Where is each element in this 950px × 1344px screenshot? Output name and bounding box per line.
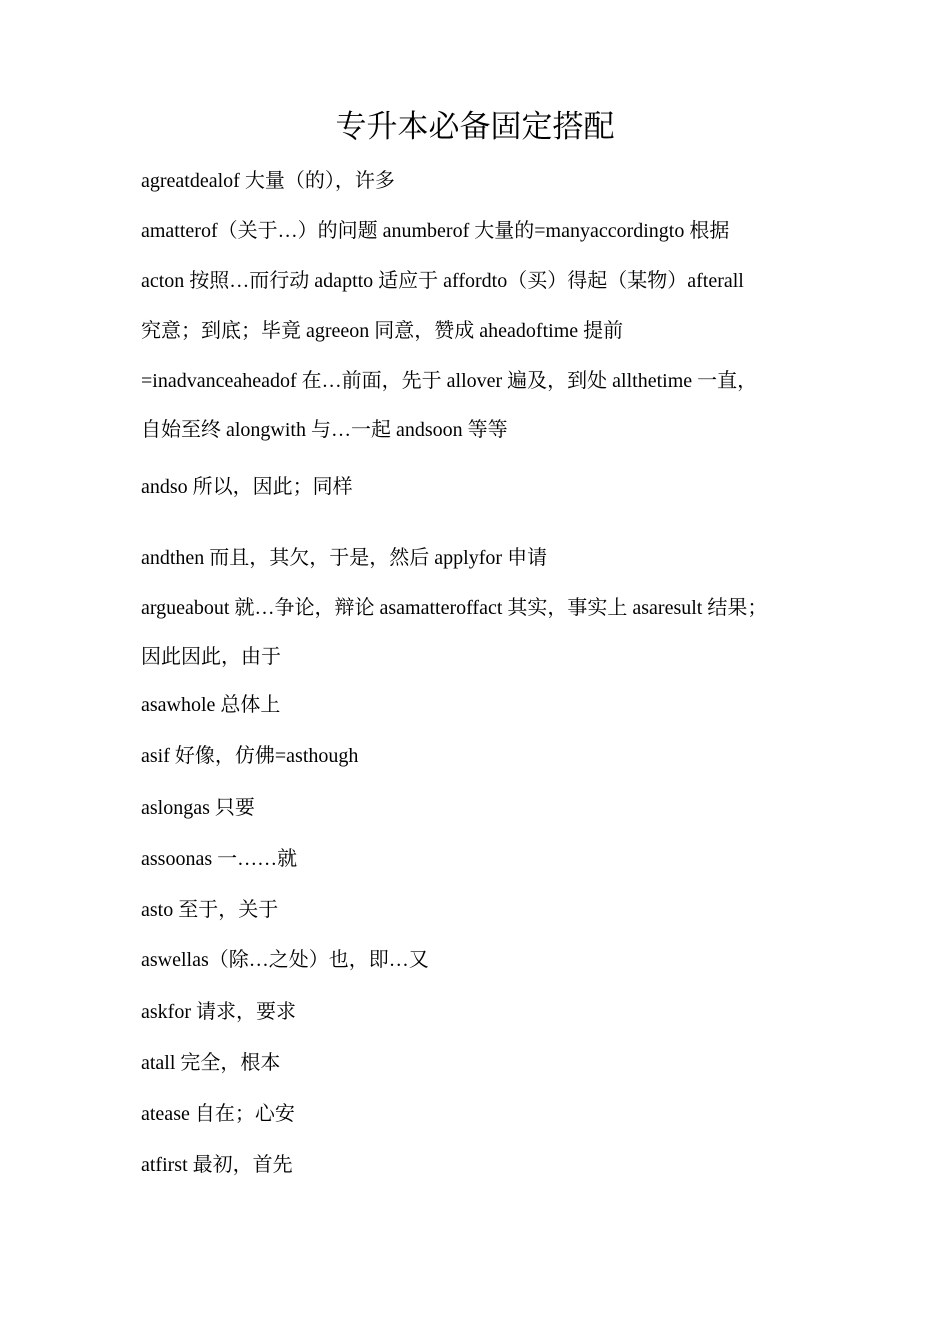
text-line: argueabout 就…争论，辩论 asamatteroffact 其实，事实上 asaresult 结果；	[141, 597, 768, 619]
text-line: =inadvanceaheadof 在…前面，先于 allover 遍及，到处 allthetime 一直，	[141, 370, 758, 392]
text-line: andso 所以，因此；同样	[141, 476, 353, 498]
text-line: 自始至终 alongwith 与…一起 andsoon 等等	[141, 419, 508, 441]
text-line: asto 至于，关于	[141, 899, 279, 921]
text-line: andthen 而且，其欠，于是，然后 applyfor 申请	[141, 547, 548, 569]
page-title: 专升本必备固定搭配	[335, 109, 615, 144]
text-line: acton 按照…而行动 adaptto 适应于 affordto（买）得起（某物）afterall	[141, 270, 744, 292]
text-line: atfirst 最初，首先	[141, 1154, 293, 1176]
text-line: aswellas（除…之处）也，即…又	[141, 949, 429, 971]
text-line: asawhole 总体上	[141, 694, 281, 716]
text-line: askfor 请求，要求	[141, 1001, 296, 1023]
text-line: atall 完全，根本	[141, 1052, 281, 1074]
text-line: 因此因此，由于	[141, 646, 281, 668]
text-line: amatterof（关于…）的问题 anumberof 大量的=manyaccordingto 根据	[141, 220, 730, 242]
text-line: 究意；到底；毕竟 agreeon 同意，赞成 aheadoftime 提前	[141, 320, 624, 342]
text-line: assoonas 一……就	[141, 848, 298, 870]
text-line: atease 自在；心安	[141, 1103, 295, 1125]
text-line: aslongas 只要	[141, 797, 255, 819]
text-line: asif 好像，仿佛=asthough	[141, 745, 359, 767]
text-line: agreatdealof 大量（的），许多	[141, 170, 395, 192]
